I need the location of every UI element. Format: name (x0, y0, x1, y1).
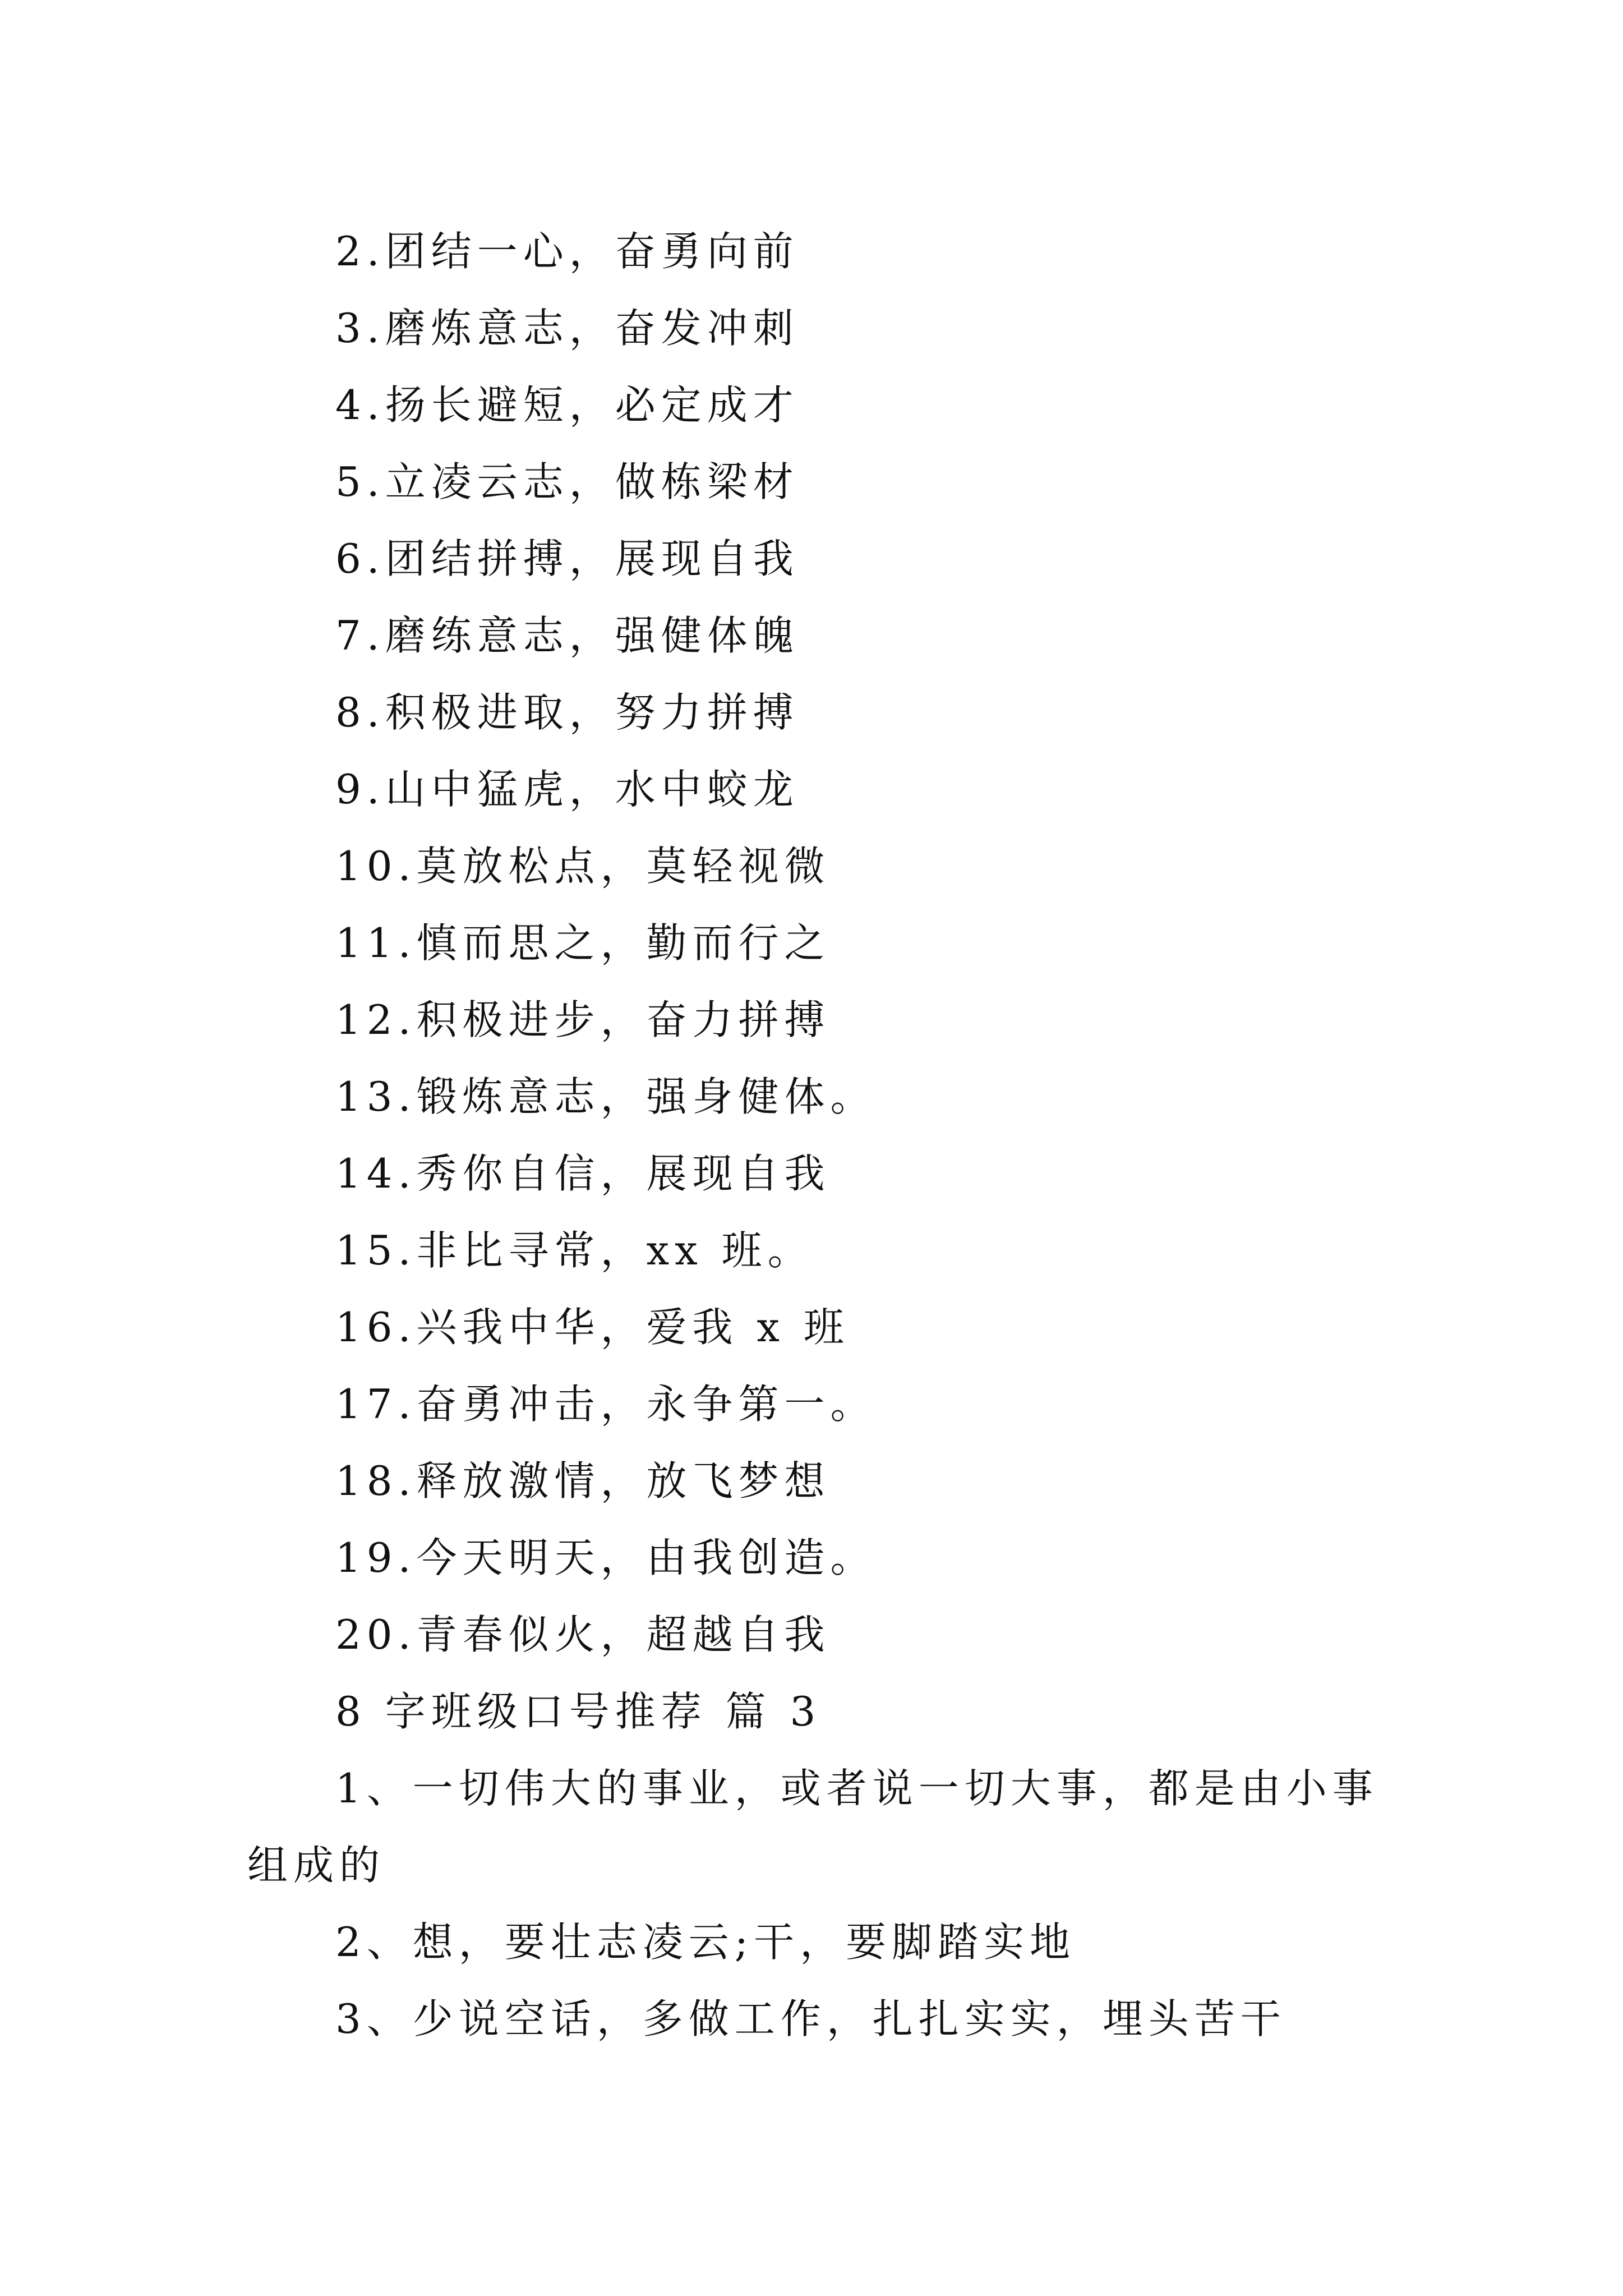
slogan-item: 8.积极进取，努力拼搏 (335, 689, 799, 736)
section-item: 1、一切伟大的事业，或者说一切大事，都是由小事组成的 (247, 1765, 1378, 1889)
section-item: 2、想，要壮志凌云;干，要脚踏实地 (335, 1918, 1076, 1966)
slogan-item: 9.山中猛虎，水中蛟龙 (335, 766, 799, 813)
slogan-item: 16.兴我中华，爱我 x 班 (335, 1304, 850, 1351)
slogan-item: 10.莫放松点，莫轻视微 (335, 843, 831, 890)
slogan-item: 2.团结一心，奋勇向前 (335, 228, 799, 275)
document-body (247, 213, 1380, 2058)
slogan-item: 11.慎而思之，勤而行之 (335, 919, 831, 967)
slogan-item: 5.立凌云志，做栋梁材 (335, 458, 799, 505)
slogan-item: 4.扬长避短，必定成才 (335, 381, 799, 429)
slogan-item: 18.释放激情，放飞梦想 (335, 1457, 831, 1504)
section-item: 3、少说空话，多做工作，扎扎实实，埋头苦干 (335, 1995, 1287, 2042)
slogan-item: 13.锻炼意志，强身健体。 (335, 1073, 877, 1120)
slogan-item: 6.团结拼搏，展现自我 (335, 535, 799, 582)
slogan-item: 17.奋勇冲击，永争第一。 (335, 1381, 877, 1428)
slogan-item: 14.秀你自信，展现自我 (335, 1150, 831, 1197)
slogan-item: 12.积极进步，奋力拼搏 (335, 996, 831, 1043)
slogan-item: 7.磨练意志，强健体魄 (335, 612, 799, 659)
section-heading: 8 字班级口号推荐 篇 3 (335, 1688, 822, 1735)
slogan-item: 3.磨炼意志，奋发冲刺 (335, 305, 799, 352)
slogan-item: 20.青春似火，超越自我 (335, 1611, 831, 1658)
slogan-item: 15.非比寻常，xx 班。 (335, 1227, 814, 1274)
slogan-item: 19.今天明天，由我创造。 (335, 1534, 877, 1581)
